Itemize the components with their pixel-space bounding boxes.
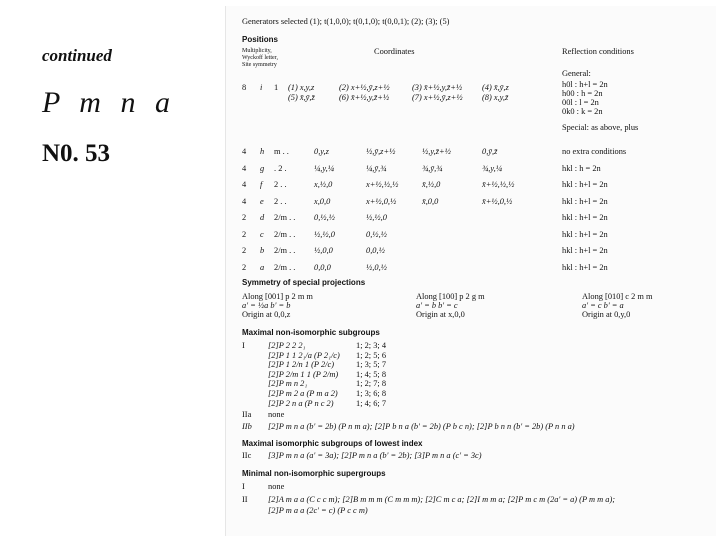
general-site: 1 bbox=[274, 83, 279, 92]
projection-010-title: Along [010] c 2 m m bbox=[582, 292, 653, 301]
special-site: 2/m . . bbox=[274, 229, 296, 239]
special-c1: 0,½,½ bbox=[314, 213, 335, 222]
special-c3: x̄,0,0 bbox=[422, 196, 439, 206]
special-mult: 2 bbox=[242, 229, 247, 239]
maximal-heading: Maximal non-isomorphic subgroups bbox=[242, 328, 380, 337]
class-IIa-label: IIa bbox=[242, 410, 252, 419]
subgroup-ops: 1; 2; 7; 8 bbox=[356, 379, 387, 389]
coord-2: (2) x+½,ȳ,z+½ bbox=[339, 83, 390, 92]
subgroup-ops: 1; 3; 6; 8 bbox=[356, 389, 387, 398]
special-c4: x̄+½,0,½ bbox=[482, 196, 513, 206]
special-c1: x,½,0 bbox=[314, 180, 333, 189]
special-c2: 0,0,½ bbox=[366, 246, 385, 255]
multiplicity-caption bbox=[242, 48, 312, 69]
space-group-number: N0. 53 bbox=[42, 140, 111, 167]
projection-100-origin: Origin at x,0,0 bbox=[416, 310, 465, 319]
projection-001-title: Along [001] p 2 m m bbox=[242, 292, 313, 301]
special-letter: f bbox=[260, 180, 263, 189]
special-site: 2/m . . bbox=[274, 262, 296, 272]
special-letter: g bbox=[260, 163, 265, 173]
caption-line: Wyckoff letter, bbox=[242, 55, 278, 61]
special-c4: ¾,y,¼ bbox=[482, 163, 503, 173]
special-c3: ¾,ȳ,¾ bbox=[422, 163, 443, 173]
general-letter: i bbox=[260, 83, 263, 92]
special-cond: hkl : h = 2n bbox=[562, 163, 601, 173]
special-site: 2 . . bbox=[274, 196, 287, 206]
projection-100-title: Along [100] p 2 g m bbox=[416, 292, 485, 301]
caption-line: Site symmetry bbox=[242, 62, 277, 68]
positions-heading: Positions bbox=[242, 35, 279, 44]
subgroup-symbol: [2]P 2 n a (P n c 2) bbox=[268, 398, 334, 408]
space-group-symbol: P m n a bbox=[42, 86, 176, 119]
special-mult: 2 bbox=[242, 213, 247, 222]
projection-100-axes: a' = b b' = c bbox=[416, 301, 458, 310]
super-II-label: II bbox=[242, 495, 248, 504]
special-cond: hkl : h+l = 2n bbox=[562, 246, 608, 255]
special-cond: no extra conditions bbox=[562, 147, 627, 156]
coord-7: (7) x+½,ȳ,z+½ bbox=[412, 93, 463, 102]
special-c2: ½,0,½ bbox=[366, 262, 387, 272]
subgroup-symbol: [2]P 2 2 2₁ bbox=[268, 341, 306, 350]
subgroup-ops: 1; 4; 5; 8 bbox=[356, 369, 387, 379]
super-I-text: none bbox=[268, 482, 285, 491]
special-c1: ¼,y,¼ bbox=[314, 163, 335, 173]
special-site: . 2 . bbox=[274, 163, 287, 173]
special-c3: ½,y,z̄+½ bbox=[422, 147, 451, 156]
special-c1: ½,½,0 bbox=[314, 229, 335, 239]
coord-3: (3) x̄+½,y,z̄+½ bbox=[412, 83, 463, 92]
subgroup-symbol: [2]P m 2 a (P m a 2) bbox=[268, 389, 338, 398]
continued-label: continued bbox=[42, 46, 112, 65]
special-c4: 0,ȳ,z̄ bbox=[482, 147, 498, 156]
class-IIb-text: [2]P m n a (b' = 2b) (P n m a); [2]P b n a (b' = 2b) (P b c n); [2]P b n n (b' = 2b) (P n n a) bbox=[268, 422, 575, 431]
projection-001-origin: Origin at 0,0,z bbox=[242, 310, 291, 319]
subgroup-symbol: [2]P 2/m 1 1 (P 2/m) bbox=[268, 369, 339, 379]
subgroup-symbol: [2]P m n 2₁ bbox=[268, 379, 308, 389]
crystallographic-table bbox=[225, 6, 716, 536]
class-I-label: I bbox=[242, 341, 245, 350]
coord-8: (8) x,y,z̄ bbox=[482, 93, 509, 102]
subgroup-symbol: [2]P 1 1 2₁/a (P 2₁/c) bbox=[268, 350, 340, 360]
projection-010-axes: a' = c b' = a bbox=[582, 301, 624, 310]
special-site: 2/m . . bbox=[274, 246, 296, 255]
projection-001-axes: a' = ½a b' = b bbox=[242, 301, 291, 310]
special-cond: hkl : h+l = 2n bbox=[562, 213, 608, 222]
special-c2: x+½,½,½ bbox=[366, 180, 399, 189]
symmetry-heading: Symmetry of special projections bbox=[242, 278, 366, 287]
special-mult: 4 bbox=[242, 147, 247, 156]
subgroup-ops: 1; 2; 3; 4 bbox=[356, 341, 387, 350]
special-c4: x̄+½,½,½ bbox=[482, 180, 515, 189]
special-site: 2/m . . bbox=[274, 213, 296, 222]
coord-1: (1) x,y,z bbox=[288, 83, 315, 92]
special-c1: 0,0,0 bbox=[314, 262, 331, 272]
special-mult: 2 bbox=[242, 262, 247, 272]
class-IIc-label: IIc bbox=[242, 451, 252, 460]
special-c1: x,0,0 bbox=[314, 196, 331, 206]
special-c2: ¼,ȳ,¾ bbox=[366, 163, 387, 173]
general-condition-title: General: bbox=[562, 69, 591, 78]
supergroups-heading: Minimal non-isomorphic supergroups bbox=[242, 469, 386, 478]
special-c2: 0,½,½ bbox=[366, 229, 387, 239]
super-I-label: I bbox=[242, 482, 245, 491]
special-mult: 2 bbox=[242, 246, 247, 255]
class-IIa-text: none bbox=[268, 410, 285, 419]
special-c2: ½,½,0 bbox=[366, 213, 387, 222]
special-mult: 4 bbox=[242, 196, 247, 206]
subgroup-symbol: [2]P 1 2/n 1 (P 2/c) bbox=[268, 360, 334, 370]
special-c2: ½,ȳ,z+½ bbox=[366, 147, 396, 156]
special-c1: ½,0,0 bbox=[314, 246, 333, 255]
special-letter: c bbox=[260, 229, 264, 239]
super-II-line-2: [2]P m a a (2c' = c) (P c c m) bbox=[268, 506, 368, 515]
special-cond: hkl : h+l = 2n bbox=[562, 262, 608, 272]
class-IIc-text: [3]P m n a (a' = 3a); [2]P m n a (b' = 2b); [3]P m n a (c' = 3c) bbox=[268, 451, 482, 460]
subgroup-ops: 1; 2; 5; 6 bbox=[356, 350, 387, 360]
special-letter: h bbox=[260, 147, 265, 156]
coordinates-heading: Coordinates bbox=[374, 47, 415, 56]
special-c3: x̄,½,0 bbox=[422, 180, 441, 189]
special-cond: hkl : h+l = 2n bbox=[562, 229, 608, 239]
condition-h0l: h0l : h+l = 2n bbox=[562, 80, 608, 89]
coord-4: (4) x̄,ȳ,z bbox=[482, 83, 509, 92]
subgroup-ops: 1; 4; 6; 7 bbox=[356, 398, 387, 408]
subgroup-ops: 1; 3; 5; 7 bbox=[356, 360, 387, 370]
special-c2: x+½,0,½ bbox=[366, 196, 397, 206]
caption-line: Multiplicity, bbox=[242, 48, 272, 54]
special-letter: a bbox=[260, 262, 265, 272]
isomorphic-heading: Maximal isomorphic subgroups of lowest index bbox=[242, 439, 423, 448]
special-site: m . . bbox=[274, 147, 289, 156]
special-site: 2 . . bbox=[274, 180, 287, 189]
coord-6: (6) x̄+½,y,z̄+½ bbox=[339, 93, 390, 102]
generators-line: Generators selected (1); t(1,0,0); t(0,1,0); t(0,0,1); (2); (3); (5) bbox=[242, 17, 450, 26]
special-label: Special: as above, plus bbox=[562, 123, 639, 132]
projection-010-origin: Origin at 0,y,0 bbox=[582, 310, 631, 319]
condition-h00: h00 : h = 2n bbox=[562, 89, 603, 98]
special-mult: 4 bbox=[242, 163, 247, 173]
coord-5: (5) x̄,ȳ,z̄ bbox=[288, 93, 315, 102]
special-cond: hkl : h+l = 2n bbox=[562, 196, 608, 206]
special-c1: 0,y,z bbox=[314, 147, 329, 156]
condition-00l: 00l : l = 2n bbox=[562, 98, 599, 107]
special-letter: d bbox=[260, 213, 265, 222]
special-cond: hkl : h+l = 2n bbox=[562, 180, 608, 189]
class-IIb-label: IIb bbox=[242, 422, 252, 431]
condition-0k0: 0k0 : k = 2n bbox=[562, 107, 603, 116]
reflection-heading: Reflection conditions bbox=[562, 47, 634, 56]
super-II-line-1: [2]A m a a (C c c m); [2]B m m m (C m m m); [2]C m c a; [2]I m m a; [2]P m c m (2a' = a) (P m m a); bbox=[268, 495, 616, 504]
special-letter: e bbox=[260, 196, 264, 206]
special-mult: 4 bbox=[242, 180, 247, 189]
special-letter: b bbox=[260, 246, 265, 255]
general-mult: 8 bbox=[242, 83, 247, 92]
